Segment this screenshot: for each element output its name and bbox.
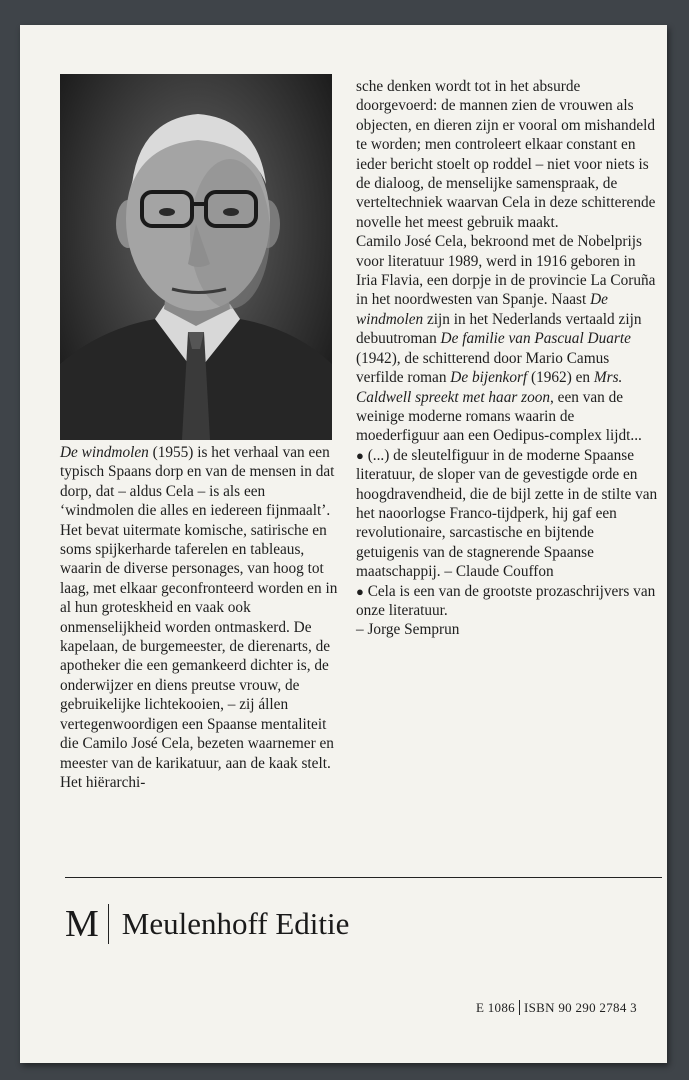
logo-separator: [108, 904, 109, 944]
book-back-cover: [20, 25, 667, 1063]
publisher-name: Meulenhoff Editie: [121, 906, 350, 941]
author-bio: Camilo José Cela, bekroond met de Nobelprijs voor literatuur 1989, werd in 1916 geboren in Iria Flavia, een dorpje in de provincie La Coruña in het noordwesten van Spanje. Naast De windmolen zijn in het Nederlands vertaald zijn debuutroman De familie van Pascual Duarte (1942), de schitterend door Mario Camus verfilde roman De bijenkorf (1962) en Mrs. Caldwell spreekt met haar zoon, een van de weinige moderne romans waarin de moederfiguur aan een Oedipus-complex lijdt...: [356, 233, 656, 445]
blurb-continuation: sche denken wordt tot in het absurde doorgevoerd: de mannen zien de vrouwen als objecten, en dieren zijn er vooral om mishandeld te worden; men controleert elkaar constant en ieder bericht stoelt op roddel – niet voor niets is de dialoog, de menselijke samenspraak, de verteltechniek waarvan Cela in deze schitterende novelle het meest gebruik maakt.: [356, 78, 656, 231]
quote-text: (...) de sleutelfiguur in de moderne Spaanse literatuur, de sloper van de gevestigde orde en hoogdravendheid, die de bijl zette in de stilte van het naoorlogse Franco-tijdperk, hij gaf een revolutionaire, sarcastische en bijtende getuigenis van de stagnerende Spaanse maatschappij. – Claude Couffon: [356, 446, 658, 581]
edition-number: E 1086: [475, 1000, 515, 1015]
quote-text: Cela is een van de grootste prozaschrijvers van onze literatuur.: [356, 582, 656, 619]
author-portrait-illustration: [60, 74, 332, 440]
isbn-line: [476, 1000, 637, 1016]
book-title: De bijenkorf: [450, 369, 528, 387]
review-quote: [356, 446, 658, 582]
book-title: De familie van Pascual Duarte: [440, 330, 631, 348]
bullet-icon: ●: [356, 583, 364, 599]
quote-author: – Jorge Semprun: [356, 621, 460, 639]
review-quote: [356, 582, 658, 621]
publisher-logo: M: [65, 903, 98, 945]
blurb-right-column: [356, 77, 658, 640]
book-title: Mrs. Caldwell spreekt met haar zoon: [356, 369, 623, 406]
blurb-text: (1955) is het verhaal van een typisch Spaans dorp en van de mensen in dat dorp, dat – aldus Cela – is als een ‘windmolen die alles en iedereen fijnmaalt’. Het bevat uitermate komische, satirische en soms spijkerharde taferelen en tableaus, waarin de diverse personages, van hoog tot laag, met elkaar geconfronteerd worden en in al hun groteskheid en vaak ook onmenselijkheid worden ontmaskerd. De kapelaan, de burgemeester, de dierenarts, de apotheker die een gemankeerd dichter is, de onderwijzer en diens preutse vrouw, de gebruikelijke lichtekooien, – zij állen vertegenwoordigen een Spaanse mentaliteit die Camilo José Cela, bezeten waarnemer en meester van de karikatuur, aan de kaak stelt. Het hiërarchi-: [60, 444, 338, 791]
isbn-separator: [519, 1000, 520, 1015]
book-title: De windmolen: [60, 444, 149, 461]
book-title: De windmolen: [356, 291, 608, 328]
blurb-left-column: [60, 443, 340, 792]
bullet-icon: ●: [356, 447, 364, 463]
author-photo: [60, 74, 332, 440]
publisher-brand: [65, 903, 349, 945]
isbn-number: ISBN 90 290 2784 3: [523, 1000, 637, 1015]
blurb-paragraph: [60, 443, 340, 792]
divider: [65, 877, 662, 878]
